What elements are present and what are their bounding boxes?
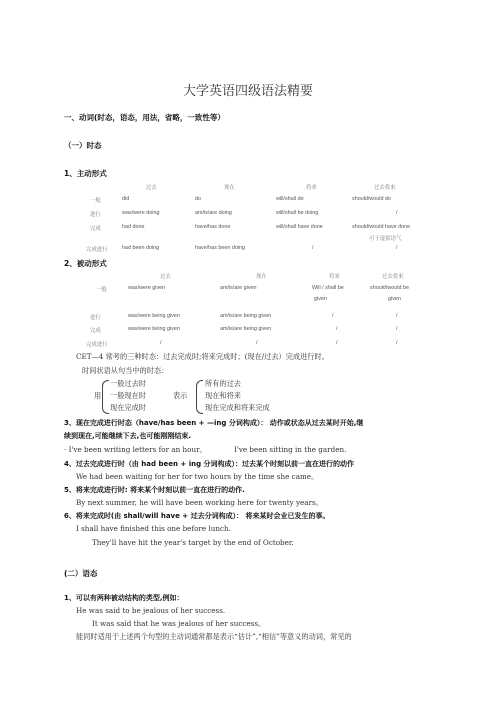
section-heading-verbs: 一、动词(时态，语态，用法，省略，一致性等） (64, 113, 225, 122)
table-cell: / (332, 313, 334, 319)
point-6-heading: 6、将来完成时(由 shall/will have + 过去分词构成）： 将来某时会业已发生的事。 (64, 512, 330, 520)
table-cell: / (312, 245, 314, 251)
cet-note: CET—4 常考的三种时态：过去完成时;将来完成时；(现在/过去）完成进行时。 (76, 352, 329, 361)
column-header: 过去将来 (374, 185, 396, 191)
passive-form-heading: 2、被动形式 (64, 259, 107, 268)
voice-example-2: It was said that he was jealous of her success。 (92, 619, 266, 628)
brace-right-item: 所有的过去 (205, 379, 241, 388)
brace-left-item: 现在完成时 (110, 403, 146, 412)
point-4-heading: 4、过去完成进行时（由 had been + ing 分词构成）：过去某个时刻以前一直在进行的动作 (64, 460, 355, 468)
table-cell: had done (122, 224, 145, 230)
point-5-heading: 5、将来完成进行时: 将来某个时刻以前一直在进行的动作. (64, 486, 245, 494)
right-brace (196, 380, 203, 414)
point-3-example-1: · I've been writing letters for an hour。 (64, 445, 207, 454)
table-cell: / (160, 340, 162, 346)
brace-use-label: 用 (94, 391, 102, 400)
brace-right-item: 现在和将来 (205, 391, 241, 400)
table-cell: / (396, 210, 398, 216)
point-3-heading-cont: 续到现在,可能继续下去,也可能刚刚结束. (64, 432, 191, 440)
point-6-example-1: I shall have finished this one before lunch. (76, 524, 231, 533)
table-cell: / (336, 340, 338, 346)
row-label: 完成 (90, 328, 101, 334)
table-cell: / (256, 340, 258, 346)
column-header: 过去 (146, 185, 157, 191)
column-header: 将来 (306, 185, 317, 191)
brace-left-item: 一般过去时 (110, 379, 146, 388)
table-cell: was/were given (128, 285, 166, 291)
voice-example-1: He was said to be jealous of her success. (76, 606, 226, 615)
row-label: 一般 (96, 287, 107, 293)
table-cell: was/were being given (128, 326, 180, 332)
left-brace (102, 380, 109, 414)
table-cell: given (314, 296, 327, 302)
table-cell: / (396, 245, 398, 251)
column-header: 过去将来 (382, 274, 404, 280)
table-cell: / (396, 313, 398, 319)
table-cell: should/would be (370, 285, 409, 291)
brace-express-label: 表示 (173, 391, 188, 400)
column-header: 现在 (256, 274, 267, 280)
table-cell: Will / shall be (312, 285, 344, 291)
table-cell: am/is/are given (220, 285, 257, 291)
table-cell: do (195, 196, 201, 202)
subsection-heading-tense: （一）时态 (64, 141, 102, 150)
table-cell: / (336, 326, 338, 332)
table-cell: am/is/are being given (220, 313, 272, 319)
active-form-table (76, 183, 436, 253)
row-label: 进行 (90, 212, 101, 218)
voice-point-1-heading: 1、可以有两种被动结构的类型,例如： (64, 594, 184, 602)
column-header: 将来 (329, 274, 340, 280)
table-cell: did (122, 196, 130, 202)
table-cell: have/has been doing (195, 245, 246, 251)
document-title: 大学英语四级语法精要 (182, 84, 313, 99)
point-3-heading: 3、现在完成进行时态（have/has been + —ing 分词构成）： 动作或状态从过去某时开始,继 (64, 419, 364, 427)
column-header: 过去 (160, 274, 171, 280)
point-5-example: By next summer, he will have been working here for twenty years。 (76, 498, 323, 507)
point-4-example: We had been waiting for her for two hours by the time she came。 (76, 472, 319, 481)
table-cell: was/were being given (128, 313, 180, 319)
row-label: 完成进行 (86, 342, 108, 348)
table-cell: / (396, 326, 398, 332)
table-cell: was/were doing (122, 210, 160, 216)
active-form-heading: 1、主动形式 (64, 169, 107, 178)
row-label: 完成进行 (86, 247, 108, 253)
row-label: 完成 (90, 226, 101, 232)
table-note: 可于虚拟语气 (369, 236, 402, 242)
clause-tense-note: 时间状语从句当中的时态： (82, 366, 169, 375)
table-cell: had been doing (122, 245, 160, 251)
table-cell: have/has done (195, 224, 231, 230)
row-label: 进行 (90, 315, 101, 321)
table-cell: will/shall do (276, 196, 304, 202)
table-cell: am/is/are being given (220, 326, 272, 332)
table-cell: given (388, 296, 401, 302)
voice-explanation: 能同时适用于上述两个句型的主动词通常都是表示“估计”,“相信”等意义的动词，常见的 (76, 632, 352, 641)
table-cell: should/would have done (352, 224, 411, 230)
table-cell: will/shall have done (276, 224, 323, 230)
table-cell: / (396, 340, 398, 346)
brace-left-item: 一般现在时 (110, 391, 146, 400)
point-6-example-2: They'll have hit the year's target by the end of October. (92, 538, 294, 547)
table-cell: should/would do (352, 196, 391, 202)
point-3-example-2: I've been sitting in the garden. (234, 445, 347, 454)
row-label: 一般 (90, 198, 101, 204)
subsection-heading-voice: (二）语态 (64, 569, 98, 578)
column-header: 现在 (224, 185, 235, 191)
table-cell: will/shall be doing (276, 210, 319, 216)
brace-right-item: 现在完成和将来完成 (205, 403, 270, 412)
passive-form-table (76, 272, 436, 352)
table-cell: am/is/are doing (195, 210, 232, 216)
